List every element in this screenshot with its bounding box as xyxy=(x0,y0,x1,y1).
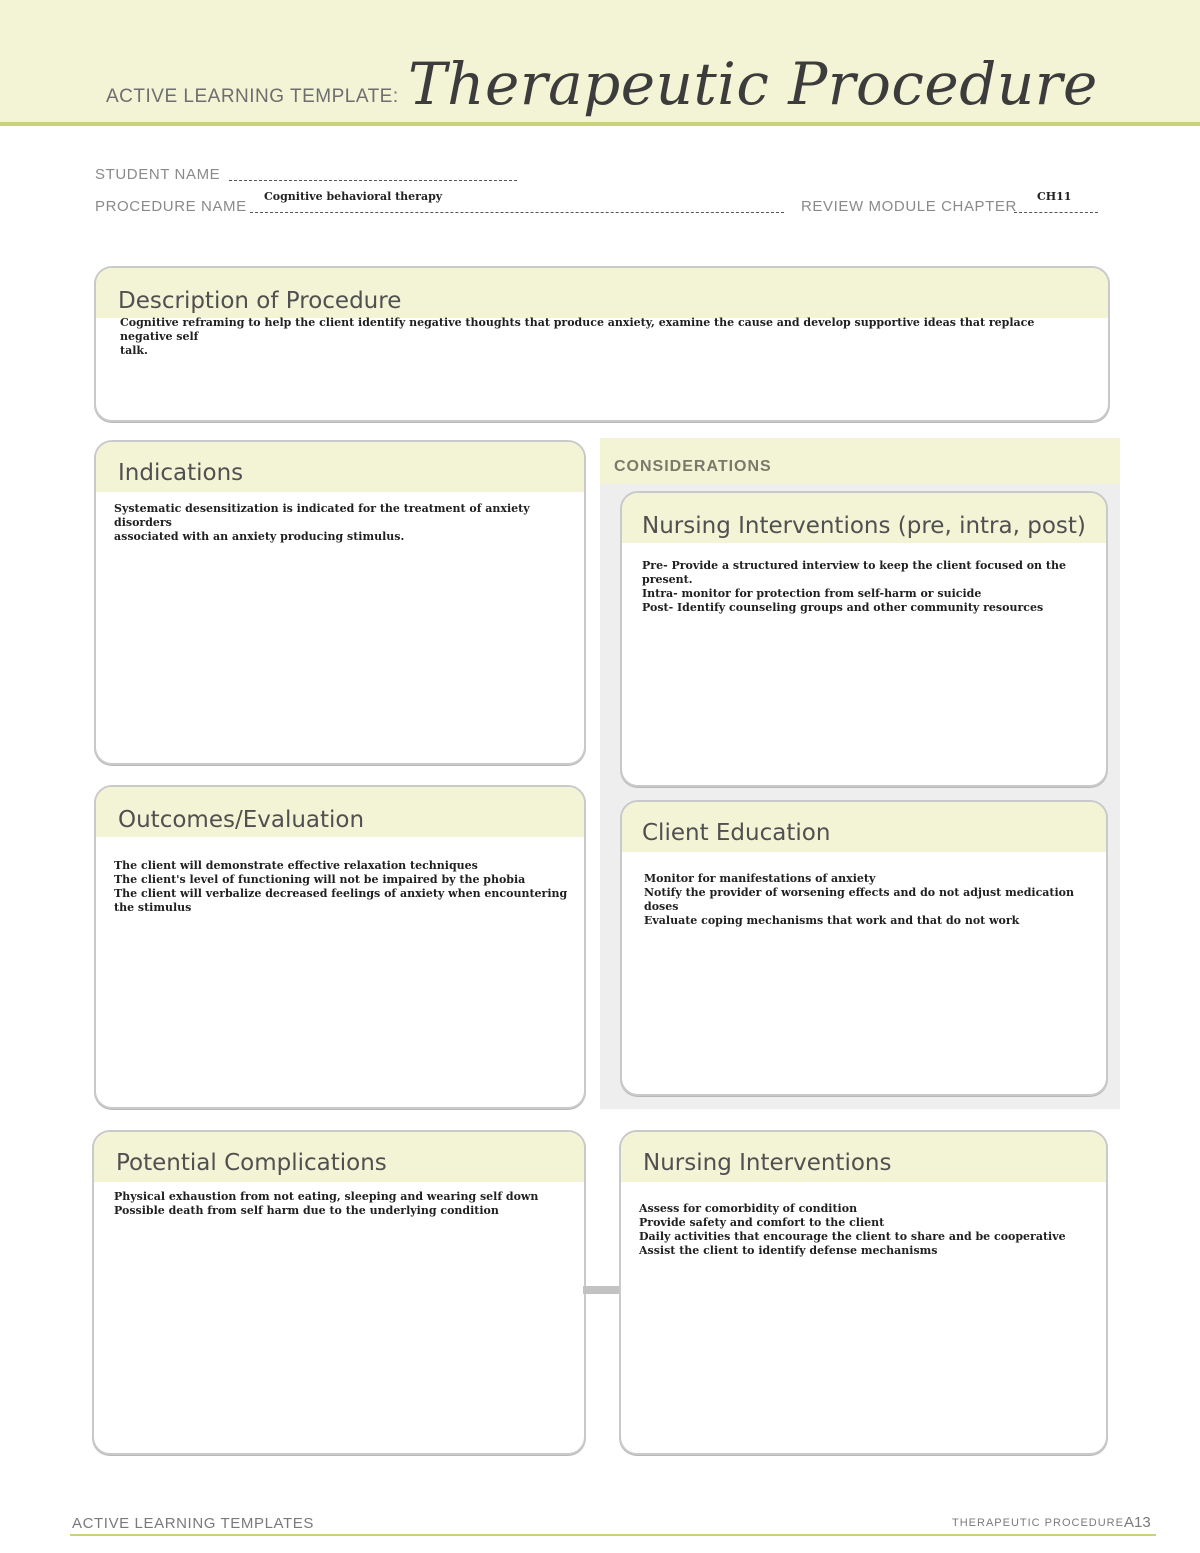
description-box[interactable] xyxy=(94,266,1110,422)
description-text: Cognitive reframing to help the client identify negative thoughts that produce anxiety, examine the cause and develop supportive ideas that replace negative self talk. xyxy=(120,316,1035,357)
outcomes-header xyxy=(96,787,584,837)
outcomes-title: Outcomes/Evaluation xyxy=(118,807,365,833)
nursing-interventions-header xyxy=(621,1132,1106,1182)
footer-rule xyxy=(70,1534,1156,1536)
considerations-label: CONSIDERATIONS xyxy=(614,458,772,475)
nursing-interventions-title: Nursing Interventions xyxy=(643,1150,892,1176)
student-name-label: STUDENT NAME xyxy=(95,166,221,183)
considerations-header xyxy=(600,438,1120,484)
footer-right-label: THERAPEUTIC PROCEDURE xyxy=(952,1517,1124,1529)
description-title: Description of Procedure xyxy=(118,288,402,314)
complications-box[interactable] xyxy=(92,1130,586,1455)
nursing-interventions-text: Assess for comorbidity of condition Provide safety and comfort to the client Daily activities that encourage the client to share and be cooperative Assist the client to identify defense mechanisms xyxy=(639,1202,1066,1257)
indications-header xyxy=(96,442,584,492)
box-connector xyxy=(583,1286,619,1294)
indications-title: Indications xyxy=(118,460,244,486)
client-education-header xyxy=(622,802,1106,852)
complications-text: Physical exhaustion from not eating, sleeping and wearing self down Possible death from self harm due to the underlying condition xyxy=(114,1190,539,1217)
indications-text: Systematic desensitization is indicated for the treatment of anxiety disorders associated with an anxiety producing stimulus. xyxy=(114,502,530,543)
complications-header xyxy=(94,1132,584,1182)
procedure-name-label: PROCEDURE NAME xyxy=(95,198,247,215)
review-module-label: REVIEW MODULE CHAPTER xyxy=(801,198,1017,215)
nursing-interventions-box[interactable] xyxy=(619,1130,1108,1455)
page-number: A13 xyxy=(1124,1514,1151,1531)
outcomes-text: The client will demonstrate effective relaxation techniques The client's level of functioning will not be impaired by the phobia The client will verbalize decreased feelings of anxiety when encountering the stimulus xyxy=(114,859,568,914)
student-name-field[interactable] xyxy=(229,166,517,181)
page-title: Therapeutic Procedure xyxy=(408,50,1098,118)
template-prefix: ACTIVE LEARNING TEMPLATE: xyxy=(106,86,399,107)
footer-left-label: ACTIVE LEARNING TEMPLATES xyxy=(72,1515,314,1532)
outcomes-box[interactable] xyxy=(94,785,586,1109)
nursing-interventions-pip-header xyxy=(622,493,1106,543)
review-module-value: CH11 xyxy=(1037,190,1072,203)
client-education-box[interactable] xyxy=(620,800,1108,1096)
header-rule xyxy=(0,122,1200,126)
client-education-title: Client Education xyxy=(642,820,831,846)
nursing-interventions-pip-text: Pre- Provide a structured interview to keep the client focused on the present. Intra- monitor for protection from self-harm or suicide Post- Identify counseling groups and other community resources xyxy=(642,559,1066,614)
description-header xyxy=(96,268,1108,318)
procedure-name-value: Cognitive behavioral therapy xyxy=(264,190,443,203)
client-education-text: Monitor for manifestations of anxiety Notify the provider of worsening effects and do not adjust medication doses Evaluate coping mechanisms that work and that do not work xyxy=(644,872,1075,927)
complications-title: Potential Complications xyxy=(116,1150,387,1176)
indications-box[interactable] xyxy=(94,440,586,765)
nursing-interventions-pip-box[interactable] xyxy=(620,491,1108,787)
nursing-interventions-pip-title: Nursing Interventions (pre, intra, post) xyxy=(642,513,1086,539)
